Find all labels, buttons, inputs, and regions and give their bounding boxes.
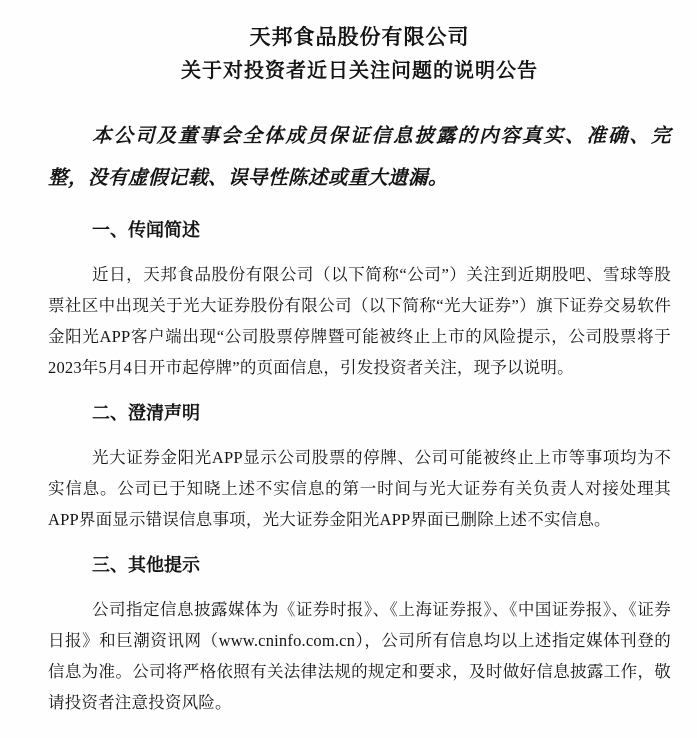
section-1-heading: 一、传闻简述: [92, 220, 200, 240]
doc-title: 天邦食品股份有限公司: [249, 25, 470, 49]
board-disclaimer-text: 本公司及董事会全体成员保证信息披露的内容真实、准确、完整，没有虚假记载、误导性陈述或重大遗漏。: [48, 126, 671, 189]
section-2-paragraph: 光大证券金阳光APP显示公司股票的停牌、公司可能被终止上市等事项均为不实信息。公司已于知晓上述不实信息的第一时间与光大证券有关负责人对接处理其APP界面显示错误信息事项，光大证券金阳光APP界面已删除上述不实信息。: [48, 448, 671, 529]
section-2-heading: 二、澄清声明: [92, 403, 200, 423]
section-3-heading: 三、其他提示: [92, 555, 200, 575]
section-1-paragraph: 近日，天邦食品股份有限公司（以下简称“公司”）关注到近期股吧、雪球等股票社区中出现关于光大证券股份有限公司（以下简称“光大证券”）旗下证券交易软件金阳光APP客户端出现“公司股票停牌暨可能被终止上市的风险提示，公司股票将于2023年5月4日开市起停牌”的页面信息，引发投资者关注，现予以说明。: [48, 265, 671, 377]
doc-subtitle: 关于对投资者近日关注问题的说明公告: [181, 60, 538, 82]
section-3-paragraph: 公司指定信息披露媒体为《证券时报》、《上海证券报》、《中国证券报》、《证券日报》和巨潮资讯网（www.cninfo.com.cn），公司所有信息均以上述指定媒体刊登的信息为准。公司将严格依照有关法律法规的规定和要求，及时做好信息披露工作，敬请投资者注意投资风险。: [48, 600, 671, 712]
